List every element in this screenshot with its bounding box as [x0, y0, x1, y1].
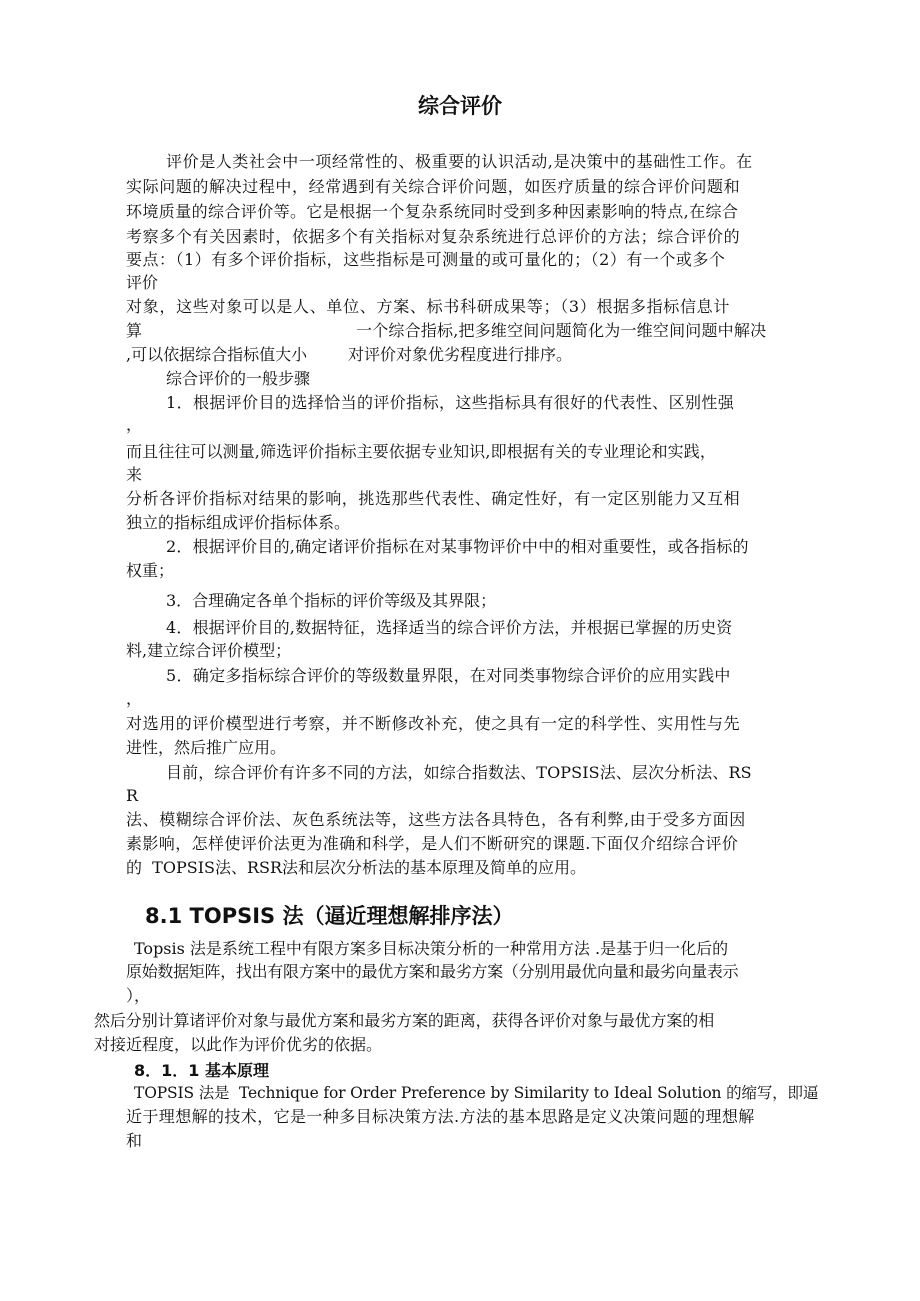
page-title: 综合评价 — [418, 94, 502, 118]
paragraph-line: 近于理想解的技术，它是一种多目标决策方法.方法的基本思路是定义决策问题的理想解 — [126, 1107, 755, 1126]
paragraph-line: 的 TOPSIS法、RSR法和层次分析法的基本原理及简单的应用。 — [126, 858, 587, 877]
paragraph-line: 评价 — [126, 273, 159, 292]
paragraph-line: R — [126, 786, 139, 805]
paragraph-line: 法、模糊综合评价法、灰色系统法等，这些方法各具特色，各有利弊,由于受多方面因 — [126, 810, 746, 829]
paragraph-line: 评价是人类社会中一项经常性的、极重要的认识活动,是决策中的基础性工作。在 — [166, 152, 753, 171]
paragraph-line: TOPSIS 法是 Technique for Order Preference by Similarity to Ideal Solution 的缩写，即逼 — [134, 1084, 819, 1102]
list-item-line: 权重； — [126, 561, 175, 580]
list-item-line: 4．根据评价目的,数据特征，选择适当的综合评价方法，并根据已掌握的历史资 — [166, 618, 733, 637]
paragraph-line: 要点：（1）有多个评价指标，这些指标是可测量的或可量化的；（2）有一个或多个 — [126, 250, 726, 269]
paragraph-line: 对象，这些对象可以是人、单位、方案、标书科研成果等；（3）根据多指标信息计 — [126, 297, 731, 316]
paragraph-line: Topsis 法是系统工程中有限方案多目标决策分析的一种常用方法 .是基于归一化后的 — [134, 939, 729, 958]
paragraph-line: 目前，综合评价有许多不同的方法，如综合指数法、TOPSIS法、层次分析法、RS — [166, 763, 752, 782]
list-item-line: 5．确定多指标综合评价的等级数量界限，在对同类事物综合评价的应用实践中 — [166, 666, 731, 685]
paragraph-line: ）， — [126, 986, 151, 1005]
list-item-line: 2．根据评价目的,确定诸评价指标在对某事物评价中中的相对重要性，或各指标的 — [166, 537, 749, 556]
paragraph-line: 一个综合指标,把多维空间问题简化为一维空间问题中解决 — [356, 321, 767, 340]
list-item-line: 对选用的评价模型进行考察，并不断修改补充，使之具有一定的科学性、实用性与先 — [126, 714, 741, 733]
subsection-heading: 8．1．1 基本原理 — [134, 1061, 269, 1080]
paragraph-line: 对接近程度，以此作为评价优劣的依据。 — [94, 1035, 383, 1054]
paragraph-line: 对评价对象优劣程度进行排序。 — [348, 345, 573, 364]
paragraph-line: 实际问题的解决过程中，经常遇到有关综合评价问题，如医疗质量的综合评价问题和 — [126, 177, 741, 196]
paragraph-line: 考察多个有关因素时，依据多个有关指标对复杂系统进行总评价的方法；综合评价的 — [126, 227, 741, 246]
list-item-line: 来 — [126, 465, 143, 484]
section-heading: 8.1 TOPSIS 法（逼近理想解排序法） — [145, 904, 514, 928]
paragraph-line: ,可以依据综合指标值大小 — [126, 345, 308, 364]
list-item-line: 料,建立综合评价模型； — [126, 641, 292, 660]
paragraph-line: 综合评价的一般步骤 — [166, 369, 311, 388]
paragraph-line: 然后分别计算诸评价对象与最优方案和最劣方案的距离，获得各评价对象与最优方案的相 — [94, 1011, 715, 1030]
list-item-line: 独立的指标组成评价指标体系。 — [126, 513, 351, 532]
list-item-line: 而且往往可以测量,筛选评价指标主要依据专业知识,即根据有关的专业理论和实践， — [126, 442, 716, 461]
list-item-line: 3．合理确定各单个指标的评价等级及其界限； — [166, 591, 497, 610]
paragraph-line: 和 — [126, 1131, 143, 1150]
list-item-line: ， — [126, 689, 143, 708]
list-item-line: 进性，然后推广应用。 — [126, 738, 287, 757]
paragraph-line: 素影响，怎样使评价法更为准确和科学，是人们不断研究的课题.下面仅介绍综合评价 — [126, 834, 739, 853]
paragraph-line: 算 — [126, 321, 143, 340]
paragraph-line: 原始数据矩阵，找出有限方案中的最优方案和最劣方案（分别用最优向量和最劣向量表示 — [126, 962, 739, 981]
paragraph-line: 环境质量的综合评价等。它是根据一个复杂系统同时受到多种因素影响的特点,在综合 — [126, 202, 739, 221]
list-item-line: ， — [126, 415, 143, 434]
list-item-line: 分析各评价指标对结果的影响，挑选那些代表性、确定性好，有一定区别能力又互相 — [126, 489, 741, 508]
list-item-line: 1．根据评价目的选择恰当的评价指标，这些指标具有很好的代表性、区别性强 — [166, 393, 735, 412]
